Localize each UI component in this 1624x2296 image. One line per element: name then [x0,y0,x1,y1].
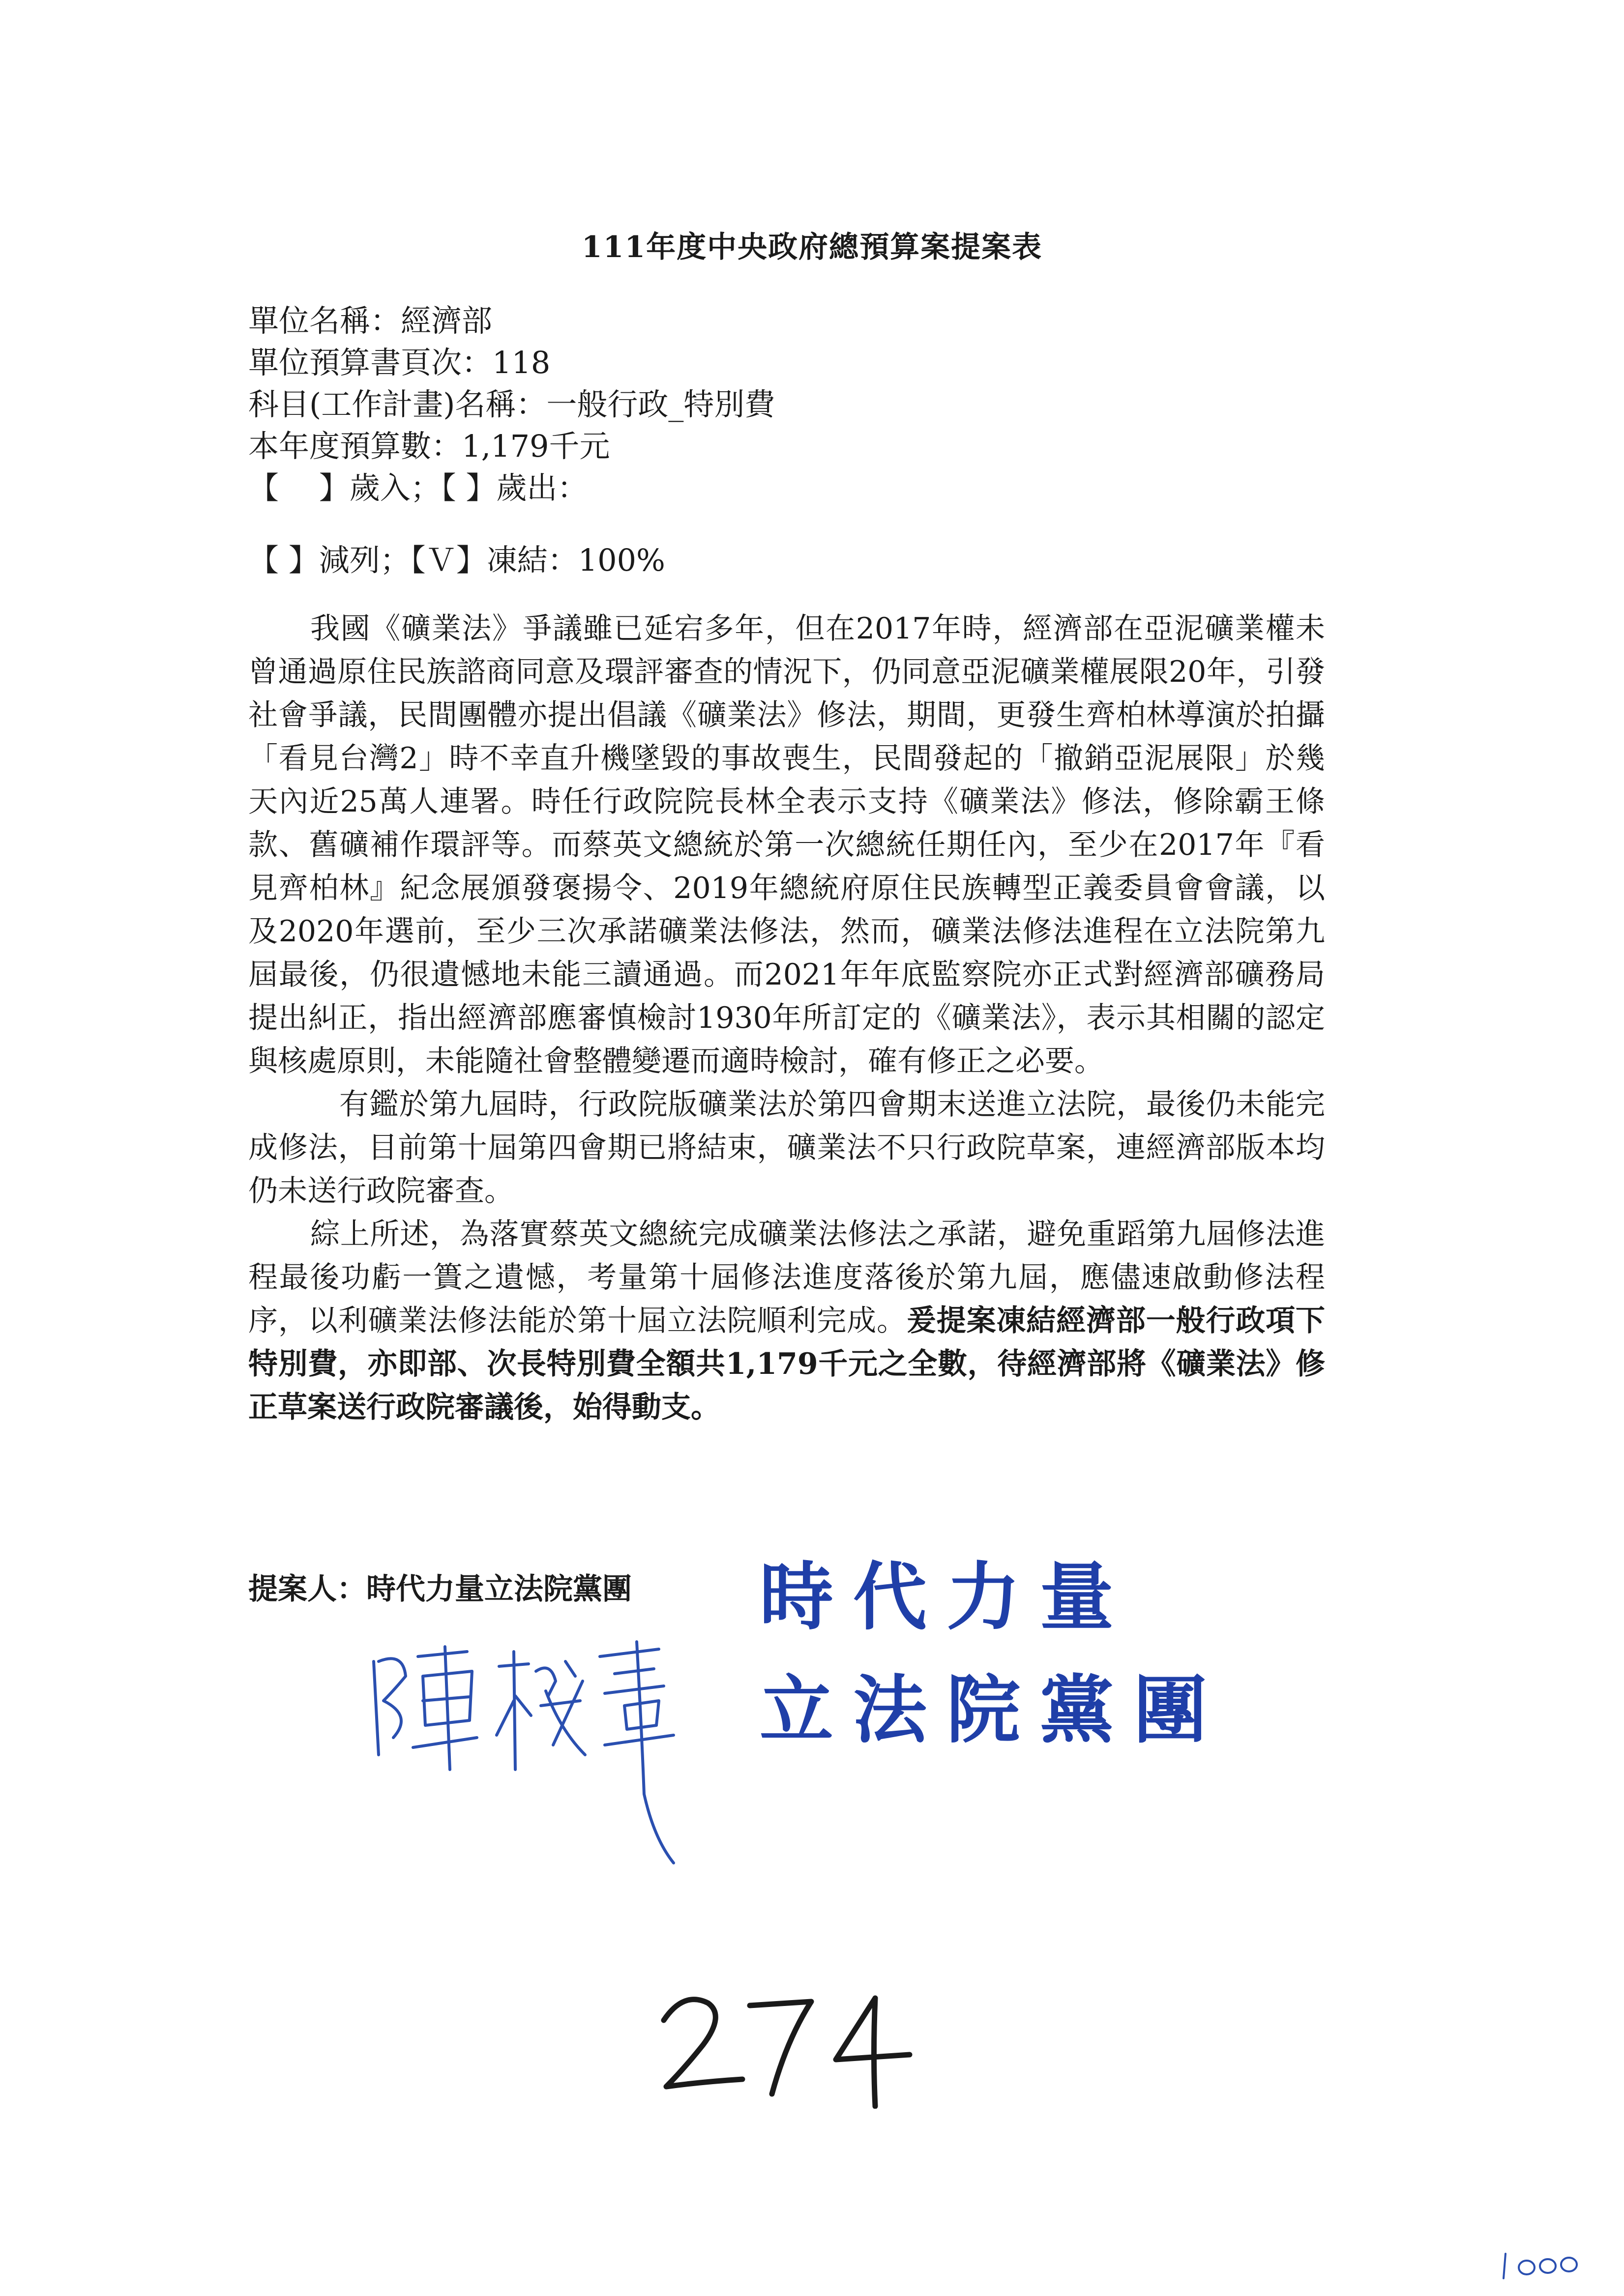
party-seal-stamp [760,1541,1227,1767]
budget-page: 單位預算書頁次：118 [248,345,551,380]
unit-name: 單位名稱：經濟部 [248,303,493,339]
conclusion-proposal-bold: 爰提案凍結經濟部一般行政項下特別費，亦即部、次長特別費全額共1,179千元之全數，待經濟部將《礦業法》修正草案送行政院審議後，始得動支。 [248,1304,1326,1424]
handwritten-page-number [644,1981,919,2109]
revenue-expense-checkbox: 【 】歲入；【 】歲出： [248,470,588,506]
proposal-meta [248,300,775,509]
paragraph-status: 有鑑於第九屆時，行政院版礦業法於第四會期末送進立法院，最後仍未能完成修法，目前第十屆第四會期已將結束，礦業法不只行政院草案，連經濟部版本均仍未送行政院審查。 [248,1087,1325,1208]
paragraph-background: 我國《礦業法》爭議雖已延宕多年，但在2017年時，經濟部在亞泥礦業權未曾通過原住民族諮商同意及環評審查的情況下，仍同意亞泥礦業權展限20年，引發社會爭議，民間團體亦提出倡議《礦業法》修法，期間，更發生齊柏林導演於拍攝「看見台灣2」時不幸直升機墜毀的事故喪生，民間發起的「撤銷亞泥展限」於幾天內近25萬人連署。時任行政院院長林全表示支持《礦業法》修法，修除霸王條款、舊礦補作環評等。而蔡英文總統於第一次總統任期任內，至少在2017年『看見齊柏林』紀念展頒發褒揚令、2019年總統府原住民族轉型正義委員會會議，以及2020年選前，至少三次承諾礦業法修法，然而，礦業法修法進程在立法院第九屆最後，仍很遺憾地未能三讀通過。而2021年年底監察院亦正式對經濟部礦務局提出糾正，指出經濟部應審慎檢討1930年所訂定的《礦業法》，表示其相關的認定與核處原則，未能隨社會整體變遷而適時檢討，確有修正之必要。 [248,611,1325,1078]
item-name: 科目(工作計畫)名稱：一般行政_特別費 [248,386,775,422]
proposal-body [248,607,1325,1429]
conclusion-text: 綜上所述，為落實蔡英文總統完成礦業法修法之承諾，避免重蹈第九屆修法進程最後功虧一簣之遺憾，考量第十屆修法進度落後於第九屆，應儘速啟動修法程序，以利礦業法修法能於第十屆立法院順利完成。 [248,1217,1325,1338]
action-checkbox: 【 】減列；【Ｖ】凍結：100% [248,542,665,578]
seal-line-2: 立法院黨團 [760,1668,1227,1753]
handwritten-corner-number [1500,2244,1588,2283]
paragraph-conclusion [248,1213,1325,1429]
document-title: 111年度中央政府總預算案提案表 [581,230,1043,264]
budget-amount: 本年度預算數：1,179千元 [248,428,610,464]
seal-line-1: 時代力量 [760,1555,1134,1640]
proposer-label: 提案人：時代力量立法院黨團 [248,1572,632,1606]
handwritten-signature-icon [359,1632,733,1878]
